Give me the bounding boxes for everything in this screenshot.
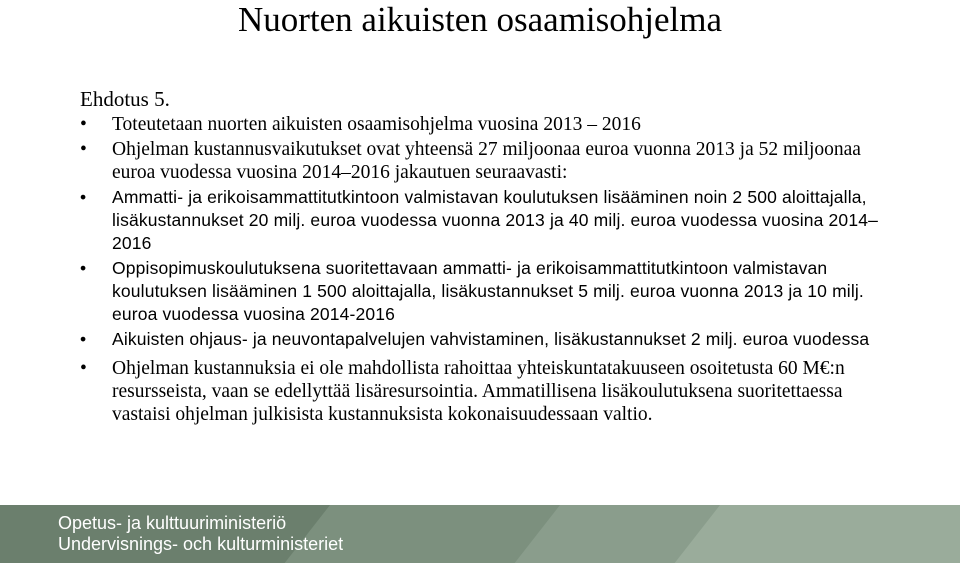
ministry-name [58, 513, 343, 555]
ministry-footer [0, 505, 960, 563]
ministry-name-swedish: Undervisnings- och kulturministeriet [58, 534, 344, 554]
ministry-name-finnish: Opetus- ja kulttuuriministeriö [58, 513, 287, 533]
bullet-item: • Oppisopimuskoulutuksena suoritettavaan ammatti- ja erikoisammattitutkintoon valmistavan koulutuksen lisääminen 1 500 aloittajalla, lisäkustannukset 5 milj. euroa vuonna 2013 ja 10 milj. euroa vuodessa vuosina 2014-2016 [112, 257, 882, 326]
bullet-item: • Ohjelman kustannuksia ei ole mahdollista rahoittaa yhteiskuntatakuuseen osoitetusta 60 M€:n resursseista, vaan se edellyttää lisäresursointia. Ammatillisena lisäkoulutuksena suoritettaessa vastaisi ohjelman julkisista kustannuksista kokonaisuudessaan valtio. [112, 357, 882, 426]
bullet-list [112, 113, 882, 428]
proposal-label: Ehdotus 5. [80, 87, 170, 111]
bullet-item: • Ammatti- ja erikoisammattitutkintoon valmistavan koulutuksen lisääminen noin 2 500 aloittajalla, lisäkustannukset 20 milj. euroa vuodessa vuonna 2013 ja 40 milj. euroa vuodessa vuosina 2014–2016 [112, 186, 882, 255]
bullet-item: • Ohjelman kustannusvaikutukset ovat yhteensä 27 miljoonaa euroa vuonna 2013 ja 52 miljoonaa euroa vuodessa vuosina 2014–2016 jakautuen seuraavasti: [112, 138, 882, 184]
bullet-item: • Aikuisten ohjaus- ja neuvontapalvelujen vahvistaminen, lisäkustannukset 2 milj. euroa vuodessa [112, 328, 882, 351]
bullet-item: • Toteutetaan nuorten aikuisten osaamisohjelma vuosina 2013 – 2016 [112, 113, 882, 136]
footer-stripe [675, 505, 960, 563]
slide-title: Nuorten aikuisten osaamisohjelma [237, 0, 723, 39]
